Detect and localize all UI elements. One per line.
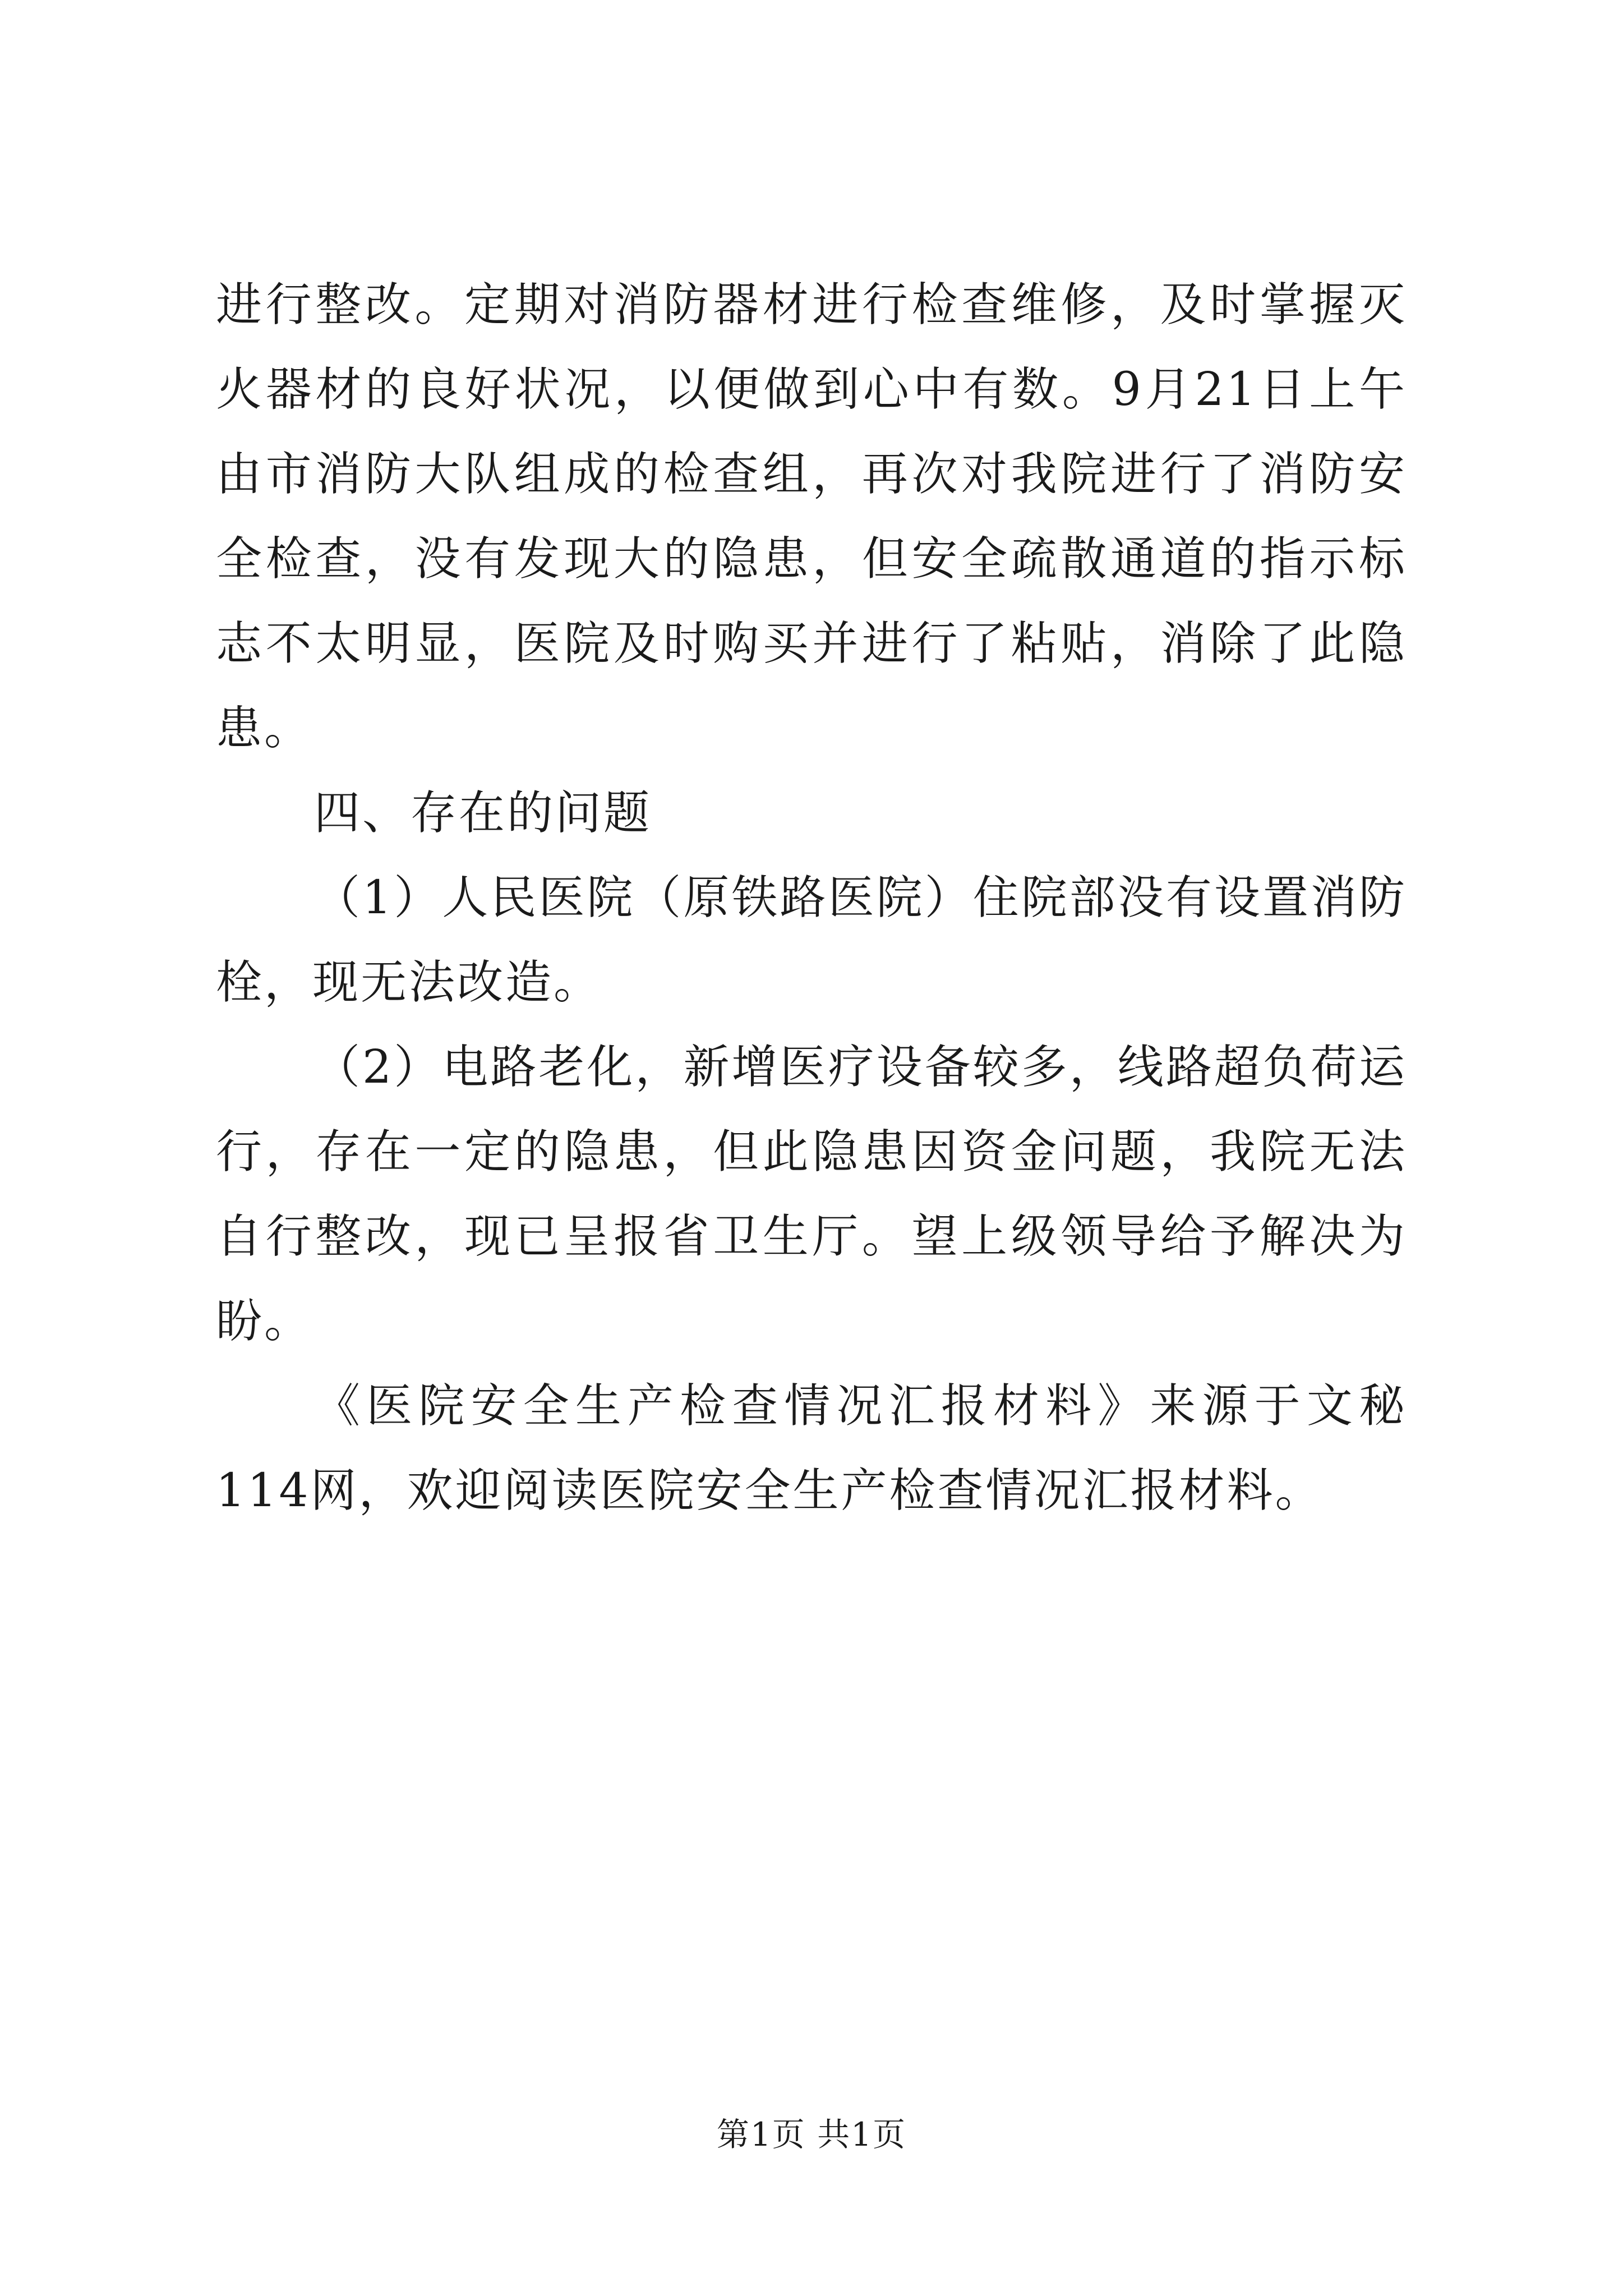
paragraph-source-note: 《医院安全生产检查情况汇报材料》来源于文秘114网，欢迎阅读医院安全生产检查情况汇报材料。 — [216, 1379, 1407, 1517]
document-body — [216, 263, 1407, 1533]
page-footer: 第1页 共1页 — [716, 2115, 907, 2154]
paragraph-problem-2: （2）电路老化，新增医疗设备较多，线路超负荷运行，存在一定的隐患，但此隐患因资金问题，我院无法自行整改，现已呈报省卫生厅。望上级领导给予解决为盼。 — [216, 1041, 1407, 1348]
section-heading-problems: 四、存在的问题 — [314, 786, 652, 840]
paragraph-problem-1: （1）人民医院（原铁路医院）住院部没有设置消防栓，现无法改造。 — [216, 871, 1407, 1009]
paragraph-rectification: 进行整改。定期对消防器材进行检查维修，及时掌握灭火器材的良好状况，以便做到心中有数。9月21日上午由市消防大队组成的检查组，再次对我院进行了消防安全检查，没有发现大的隐患，但安全疏散通道的指示标志不太明显，医院及时购买并进行了粘贴，消除了此隐患。 — [216, 278, 1407, 755]
